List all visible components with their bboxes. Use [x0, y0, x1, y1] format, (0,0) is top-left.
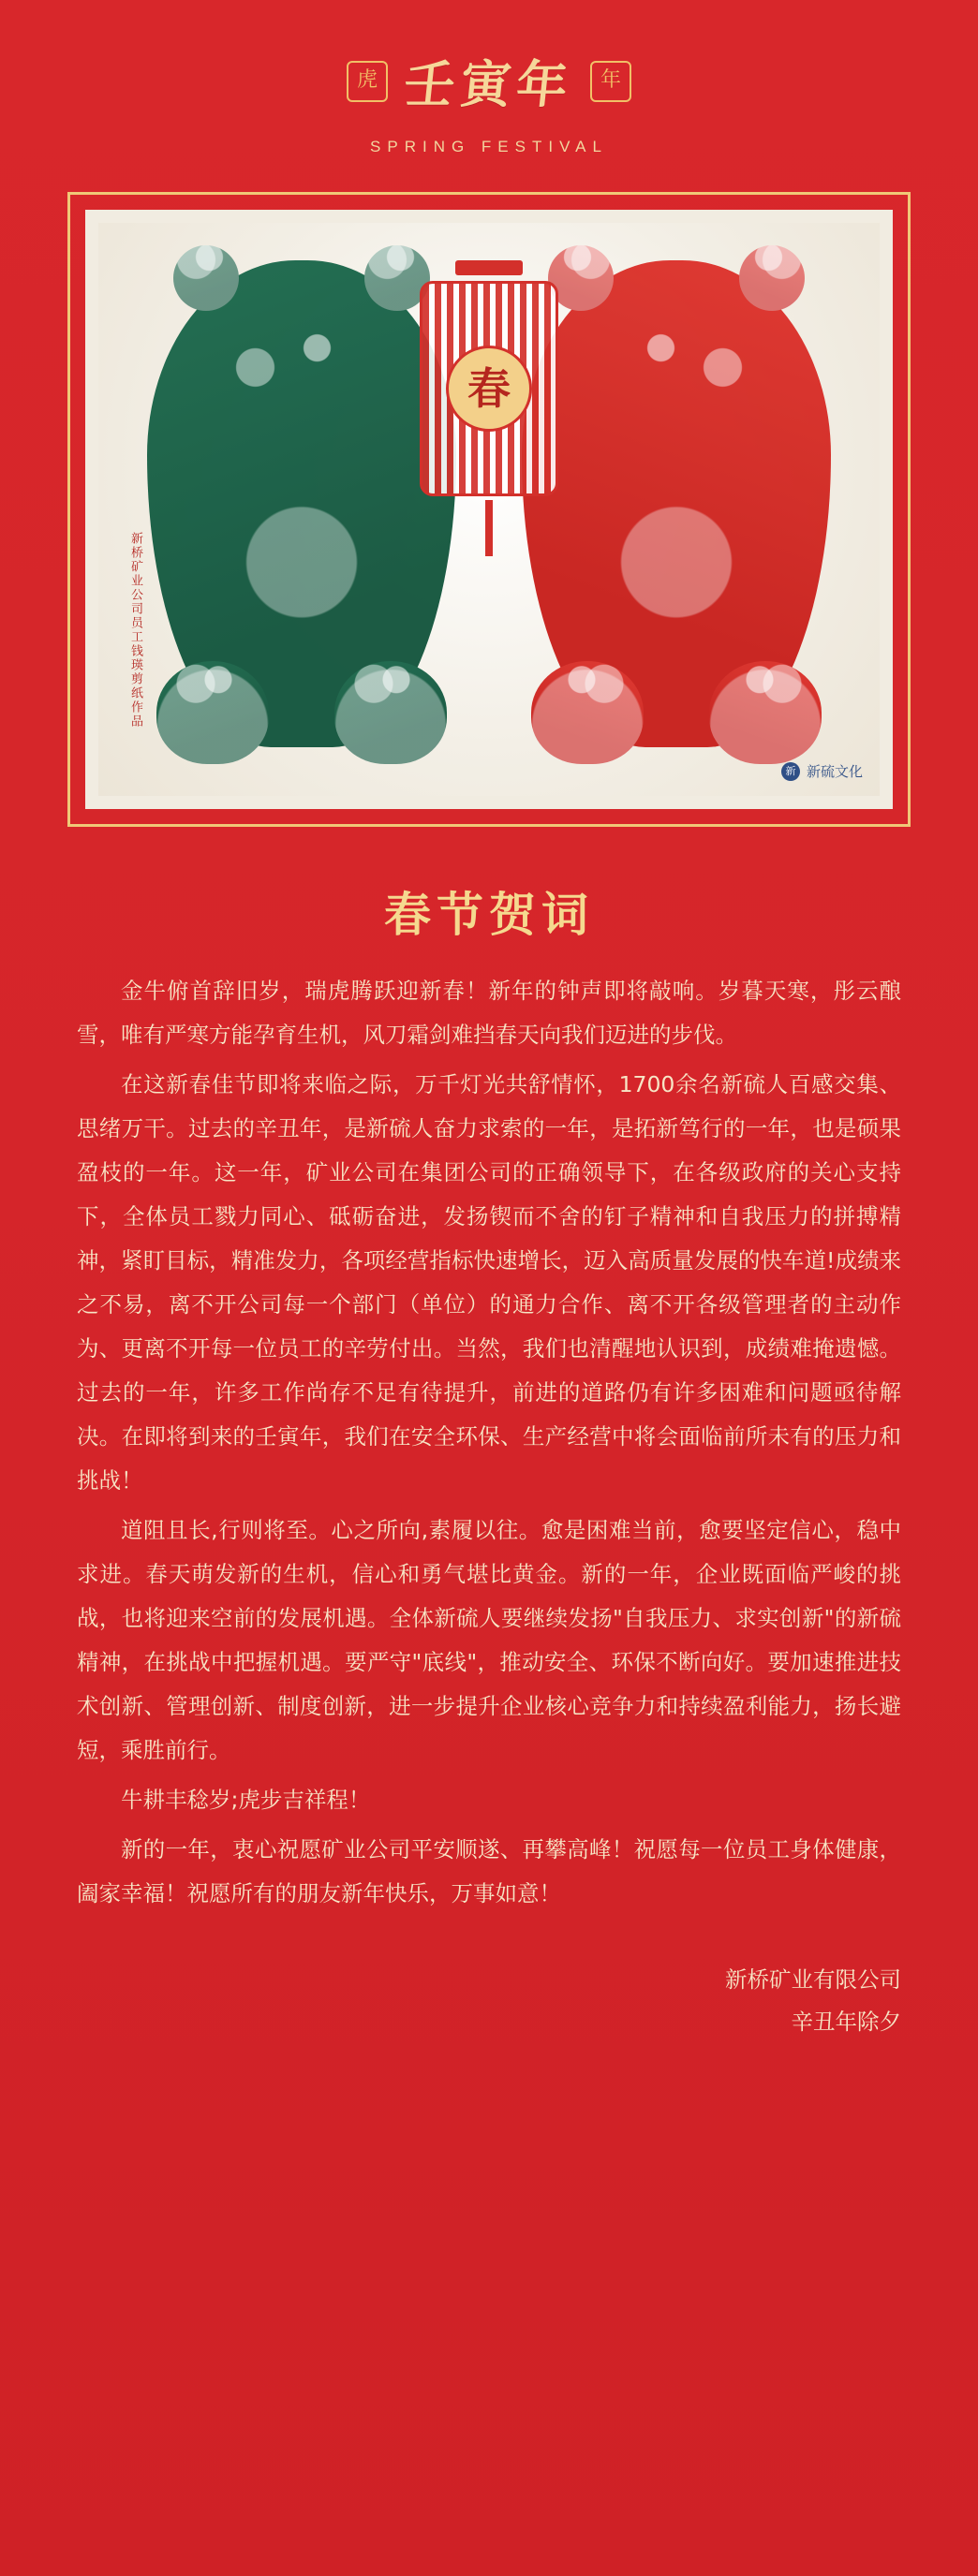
red-tiger-figure — [522, 260, 831, 747]
tiger-paw-icon — [531, 661, 644, 764]
tiger-paw-icon — [709, 661, 822, 764]
year-seal-icon: 年 — [590, 61, 631, 102]
papercut-artwork — [85, 210, 893, 809]
card-header — [0, 0, 978, 156]
lantern-body — [420, 281, 558, 496]
tiger-ear-icon — [739, 245, 805, 311]
artwork-frame — [67, 192, 911, 827]
artwork-canvas — [98, 223, 880, 796]
letter-paragraph: 金牛俯首辞旧岁，瑞虎腾跃迎新春！新年的钟声即将敲响。岁暮天寒，彤云酿雪，唯有严寒方能孕育生机，风刀霜剑难挡春天向我们迈进的步伐。 — [77, 978, 901, 1048]
page-title: 春节贺词 — [384, 887, 594, 942]
letter-paragraph: 道阻且长,行则将至。心之所向,素履以往。愈是困难当前，愈要坚定信心，稳中求进。春天萌发新的生机，信心和勇气堪比黄金。新的一年，企业既面临严峻的挑战，也将迎来空前的发展机遇。全体新硫人要继续发扬"自我压力、求实创新"的新硫精神，在挑战中把握机遇。要严守"底线"，推动安全、环保不断向好。要加速推进技术创新、管理创新、制度创新，进一步提升企业核心竞争力和持续盈利能力，扬长避短，乘胜前行。 — [77, 1517, 901, 1763]
signature-block — [77, 1959, 901, 2042]
lantern-icon — [420, 260, 558, 556]
letter-paragraph: 在这新春佳节即将来临之际，万千灯光共舒情怀，1700余名新硫人百感交集、思绪万干。过去的辛丑年，是新硫人奋力求索的一年，是拓新笃行的一年，也是硕果盈枝的一年。这一年，矿业公司在集团公司的正确领导下，在各级政府的关心支持下，全体员工戮力同心、砥砺奋进，发扬锲而不舍的钉子精神和自我压力的拼搏精神，紧盯目标，精准发力，各项经营指标快速增长，迈入高质量发展的快车道!成绩来之不易，离不开公司每一个部门（单位）的通力合作、离不开各级管理者的主动作为、更离不开每一位员工的辛劳付出。当然，我们也清醒地认识到，成绩难掩遗憾。过去的一年，许多工作尚存不足有待提升，前进的道路仍有许多困难和问题亟待解决。在即将到来的壬寅年，我们在安全环保、生产经营中将会面临前所未有的压力和挑战！ — [77, 1071, 901, 1494]
lantern-tassel — [485, 500, 493, 556]
green-tiger-figure — [147, 260, 456, 747]
tiger-paw-icon — [334, 661, 447, 764]
letter-body — [77, 969, 901, 1916]
year-title: 壬寅年 — [401, 54, 576, 114]
lantern-top — [455, 260, 523, 275]
tiger-seal-icon: 虎 — [347, 61, 388, 102]
artwork-caption: 新桥矿业公司员工钱瑛剪纸作品 — [128, 532, 142, 729]
letter-paragraph: 新的一年，衷心祝愿矿业公司平安顺遂、再攀高峰！祝愿每一位员工身体健康，阖家幸福！祝愿所有的朋友新年快乐，万事如意！ — [77, 1836, 901, 1906]
account-badge-icon: 新 — [781, 762, 800, 781]
header-subtitle: SPRING FESTIVAL — [370, 138, 608, 155]
tiger-paw-icon — [156, 661, 269, 764]
signature-date: 辛丑年除夕 — [791, 2009, 901, 2034]
logo-row — [0, 45, 978, 117]
letter-paragraph: 牛耕丰稔岁;虎步吉祥程！ — [121, 1787, 371, 1813]
signature-company: 新桥矿业有限公司 — [725, 1967, 901, 1992]
spring-character: 春 — [446, 346, 532, 432]
account-name: 新硫文化 — [806, 764, 863, 780]
account-watermark — [781, 761, 863, 781]
tiger-ear-icon — [173, 245, 239, 311]
